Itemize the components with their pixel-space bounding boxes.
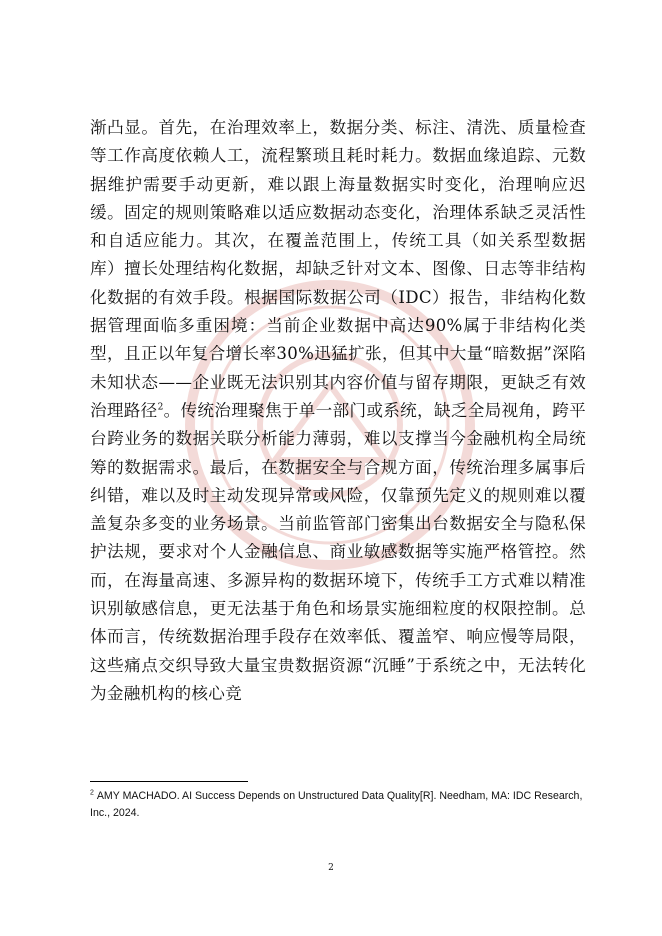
body-text-part-2: 。传统治理聚焦于单一部门或系统，缺乏全局视角，跨平台跨业务的数据关联分析能力薄弱，难以支撑当今金融机构全局统筹的数据需求。最后，在数据安全与合规方面，传统治理多属事后纠错，难以及时主动发现异常或风险，仅靠预先定义的规则难以覆盖复杂多变的业务场景。当前监管部门密集出台数据安全与隐私保护法规，要求对个人金融信息、商业敏感数据等实施严格管控。然而，在海量高速、多源异构的数据环境下，传统手工方式难以精准识别敏感信息，更无法基于角色和场景实施细粒度的权限控制。总体而言，传统数据治理手段存在效率低、覆盖窄、响应慢等局限，这些痛点交织导致大量宝贵数据资源“沉睡”于系统之中，无法转化为金融机构的核心竞 bbox=[90, 400, 587, 703]
body-text-part-1: 渐凸显。首先，在治理效率上，数据分类、标注、清洗、质量检查等工作高度依赖人工，流程繁琐且耗时耗力。数据血缘追踪、元数据维护需要手动更新，难以跟上海量数据实时变化，治理响应迟缓。固定的规则策略难以适应数据动态变化，治理体系缺乏灵活性和自适应能力。其次，在覆盖范围上，传统工具（如关系型数据库）擅长处理结构化数据，却缺乏针对文本、图像、日志等非结构化数据的有效手段。根据国际数据公司（IDC）报告，非结构化数据管理面临多重困境：当前企业数据中高达90%属于非结构化类型，且正以年复合增长率30%迅猛扩张，但其中大量“暗数据”深陷未知状态——企业既无法识别其内容价值与留存期限，更缺乏有效治理路径 bbox=[90, 118, 586, 420]
footnote-number: 2 bbox=[90, 789, 94, 797]
footnote-reference[interactable]: 2 bbox=[157, 402, 164, 413]
page-number: 2 bbox=[328, 863, 334, 873]
footnote bbox=[90, 788, 586, 822]
footnote-separator bbox=[90, 781, 248, 782]
body-paragraph bbox=[90, 114, 586, 708]
footnote-text: AMY MACHADO. AI Success Depends on Unstructured Data Quality[R]. Needham, MA: IDC Research, Inc., 2024. bbox=[90, 790, 583, 819]
